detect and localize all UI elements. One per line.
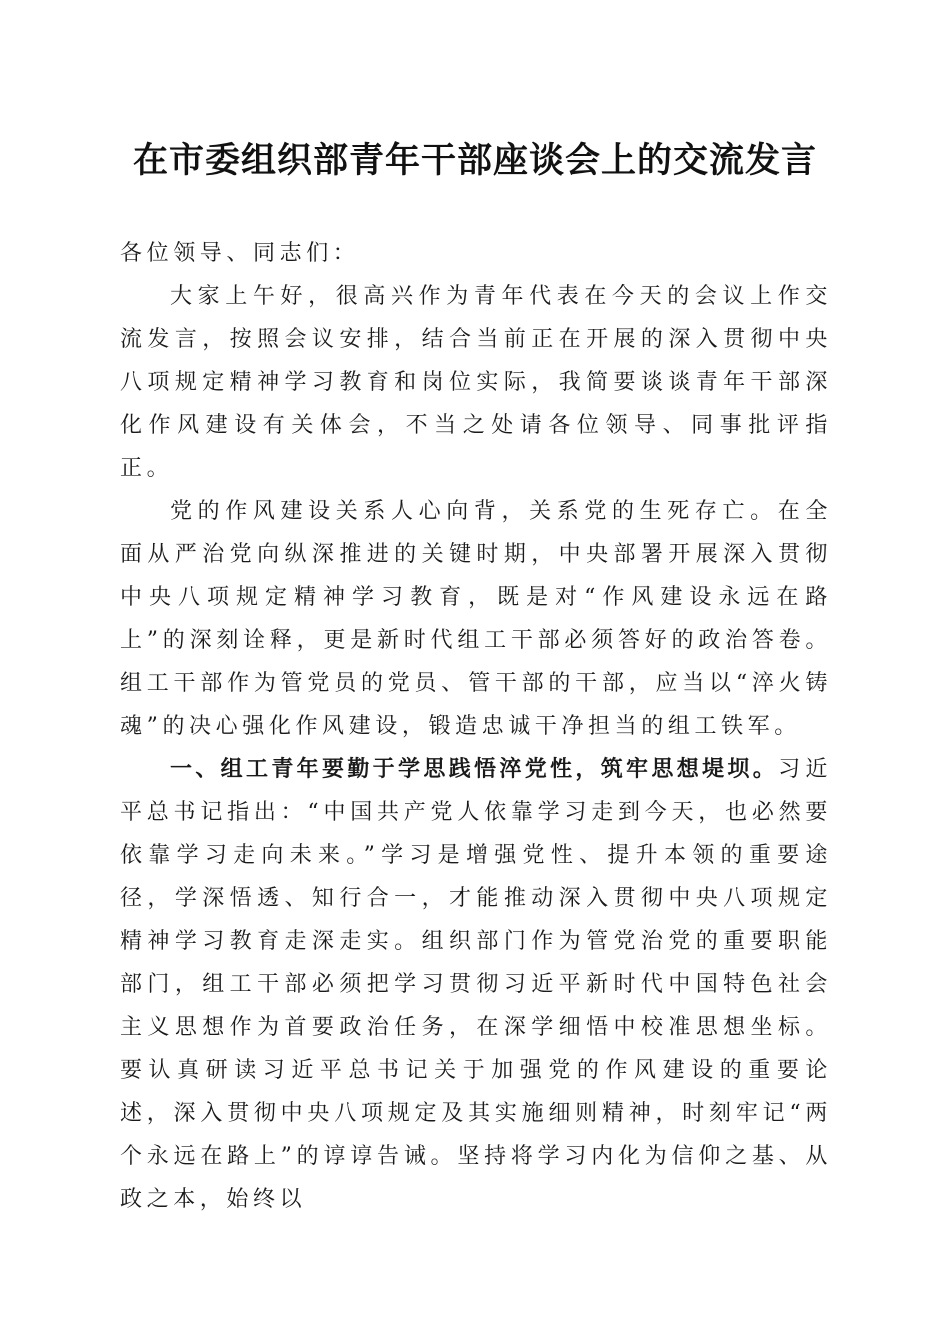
section-one-heading: 一、组工青年要勤于学思践悟淬党性，筑牢思想堤坝。 (170, 757, 779, 782)
section-one-text: 习近平总书记指出：“中国共产党人依靠学习走到今天，也必然要依靠学习走向未来。”学习是增强党性、提升本领的重要途径，学深悟透、知行合一，才能推动深入贯彻中央八项规定精神学习教育走深走实。组织部门作为管党治党的重要职能部门，组工干部必须把学习贯彻习近平新时代中国特色社会主义思想作为首要政治任务，在深学细悟中校准思想坐标。要认真研读习近平总书记关于加强党的作风建设的重要论述，深入贯彻中央八项规定及其实施细则精神，时刻牢记“两个永远在路上”的谆谆告诫。坚持将学习内化为信仰之基、从政之本，始终以 (120, 757, 832, 1212)
paragraph-section-one (120, 748, 832, 1221)
paragraph-context: 党的作风建设关系人心向背，关系党的生死存亡。在全面从严治党向纵深推进的关键时期，中央部署开展深入贯彻中央八项规定精神学习教育，既是对“作风建设永远在路上”的深刻诠释，更是新时代组工干部必须答好的政治答卷。组工干部作为管党员的党员、管干部的干部，应当以“淬火铸魂”的决心强化作风建设，锻造忠诚干净担当的组工铁军。 (120, 499, 832, 739)
salutation: 各位领导、同志们： (120, 241, 360, 266)
document-body (120, 232, 832, 1221)
paragraph-opening: 大家上午好，很高兴作为青年代表在今天的会议上作交流发言，按照会议安排，结合当前正在开展的深入贯彻中央八项规定精神学习教育和岗位实际，我简要谈谈青年干部深化作风建设有关体会，不当之处请各位领导、同事批评指正。 (120, 284, 832, 481)
document-title: 在市委组织部青年干部座谈会上的交流发言 (132, 140, 817, 181)
